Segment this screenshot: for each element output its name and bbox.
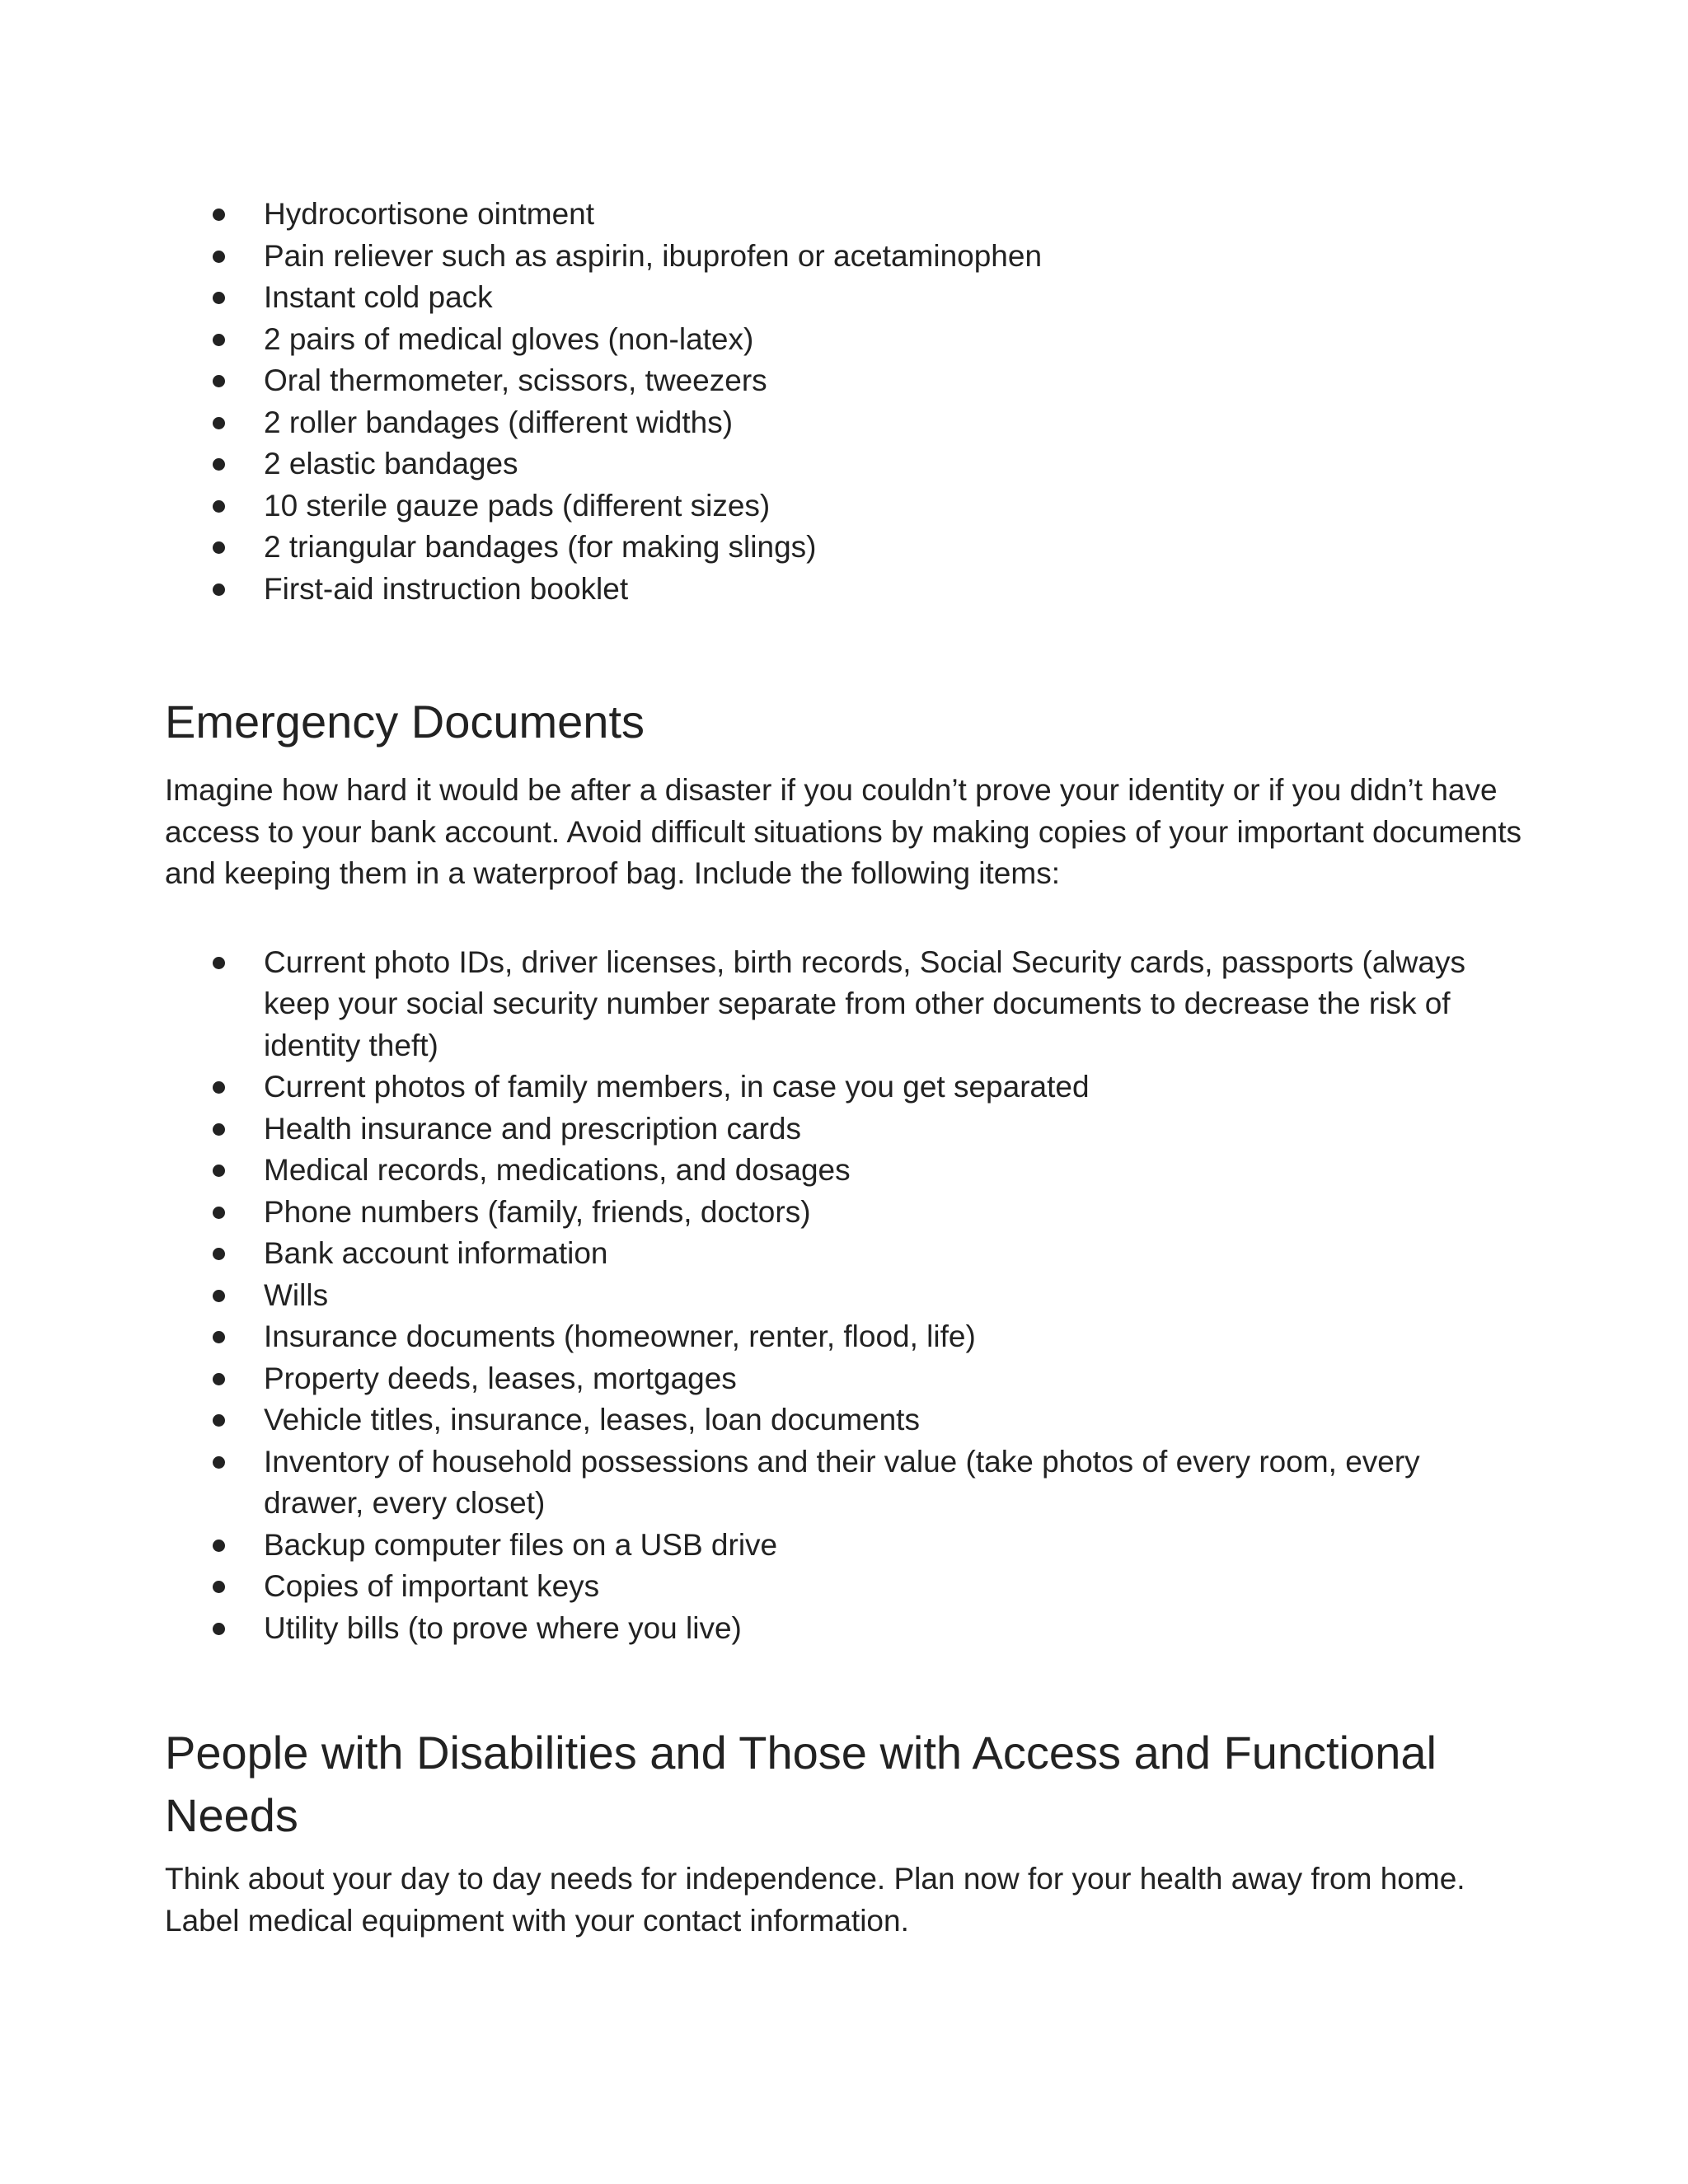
bullet-icon: [213, 1540, 225, 1552]
list-item: [165, 1441, 1525, 1525]
list-item-text: Copies of important keys: [264, 1569, 600, 1603]
bullet-icon: [213, 334, 225, 346]
list-item: [165, 1150, 1525, 1192]
bullet-icon: [213, 458, 225, 471]
list-item: [165, 1525, 1525, 1567]
bullet-icon: [213, 1331, 225, 1343]
list-item-text: Phone numbers (family, friends, doctors): [264, 1194, 811, 1229]
bullet-icon: [213, 1165, 225, 1177]
list-item: [165, 443, 1525, 485]
bullet-icon: [213, 1414, 225, 1427]
bullet-icon: [213, 1248, 225, 1260]
emergency-documents-intro: Imagine how hard it would be after a disaster if you couldn’t prove your identity or if you didn’t have access to your bank account. Avoid difficult situations by making copies of your important documents and keeping them in a waterproof bag. Include the following items:: [165, 773, 1522, 890]
bullet-icon: [213, 541, 225, 554]
list-item: [165, 402, 1525, 444]
list-item-text: 2 roller bandages (different widths): [264, 405, 734, 439]
document-page: [165, 194, 1525, 1942]
list-item: [165, 1358, 1525, 1400]
list-item-text: Oral thermometer, scissors, tweezers: [264, 363, 767, 397]
list-item-text: Utility bills (to prove where you live): [264, 1610, 742, 1645]
list-item: [165, 1275, 1525, 1317]
list-item-text: Hydrocortisone ointment: [264, 197, 595, 231]
list-item-text: Inventory of household possessions and their value (take photos of every room, every drawer, every closet): [264, 1444, 1420, 1520]
bullet-icon: [213, 1581, 225, 1593]
list-item: [165, 277, 1525, 319]
list-item: [165, 1399, 1525, 1441]
emergency-documents-list: [165, 942, 1525, 1650]
list-item: [165, 1566, 1525, 1608]
list-item: [165, 1108, 1525, 1151]
bullet-icon: [213, 292, 225, 304]
list-item-text: 2 triangular bandages (for making slings): [264, 530, 817, 564]
list-item-text: 10 sterile gauze pads (different sizes): [264, 488, 771, 523]
list-item: [165, 569, 1525, 611]
bullet-icon: [213, 957, 225, 969]
list-item: [165, 1608, 1525, 1650]
list-item: [165, 485, 1525, 527]
bullet-icon: [213, 1123, 225, 1136]
list-item: [165, 942, 1525, 1067]
list-item: [165, 236, 1525, 278]
bullet-icon: [213, 417, 225, 429]
list-item-text: Vehicle titles, insurance, leases, loan documents: [264, 1403, 920, 1436]
list-item: [165, 319, 1525, 361]
list-item-text: Insurance documents (homeowner, renter, flood, life): [264, 1319, 976, 1353]
list-item-text: Backup computer files on a USB drive: [264, 1527, 778, 1562]
first-aid-item-list: [165, 194, 1525, 610]
bullet-icon: [213, 251, 225, 263]
bullet-icon: [213, 1207, 225, 1219]
list-item-text: Property deeds, leases, mortgages: [264, 1361, 737, 1395]
list-item: [165, 1233, 1525, 1275]
list-item-text: Instant cold pack: [264, 280, 493, 314]
list-item-text: Pain reliever such as aspirin, ibuprofen or acetaminophen: [264, 238, 1043, 273]
disabilities-intro: Think about your day to day needs for independence. Plan now for your health away from home. Label medical equipment with your contact information.: [165, 1862, 1465, 1938]
bullet-icon: [213, 1456, 225, 1469]
list-item: [165, 360, 1525, 402]
bullet-icon: [213, 209, 225, 221]
list-item: [165, 527, 1525, 569]
bullet-icon: [213, 1081, 225, 1094]
list-item-text: Current photos of family members, in case you get separated: [264, 1070, 1090, 1104]
bullet-icon: [213, 375, 225, 387]
list-item-text: Bank account information: [264, 1236, 608, 1270]
list-item-text: Current photo IDs, driver licenses, birth records, Social Security cards, passports (always keep your social security number separate from other documents to decrease the risk of identity theft): [264, 944, 1465, 1062]
bullet-icon: [213, 1373, 225, 1385]
list-item-text: Health insurance and prescription cards: [264, 1111, 801, 1146]
list-item: [165, 1066, 1525, 1108]
bullet-icon: [213, 1290, 225, 1302]
list-item: [165, 1192, 1525, 1234]
list-item-text: 2 pairs of medical gloves (non-latex): [264, 321, 754, 356]
list-item-text: 2 elastic bandages: [264, 447, 518, 480]
bullet-icon: [213, 500, 225, 513]
bullet-icon: [213, 1623, 225, 1635]
section-heading-emergency-documents: Emergency Documents: [165, 696, 645, 748]
list-item-text: Wills: [264, 1277, 329, 1312]
list-item-text: First-aid instruction booklet: [264, 571, 629, 606]
list-item: [165, 1316, 1525, 1358]
bullet-icon: [213, 583, 225, 596]
section-heading-disabilities: People with Disabilities and Those with Access and Functional Needs: [165, 1727, 1437, 1841]
list-item-text: Medical records, medications, and dosages: [264, 1153, 851, 1187]
list-item: [165, 194, 1525, 236]
